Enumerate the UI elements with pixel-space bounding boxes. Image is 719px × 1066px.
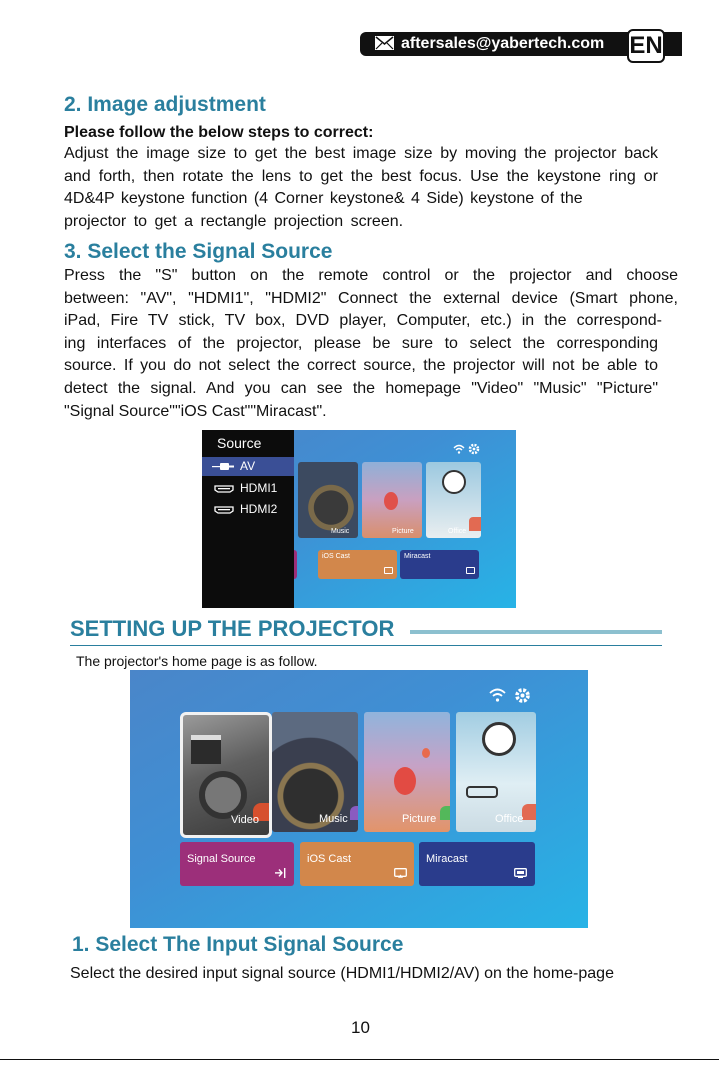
source-item-hdmi1[interactable] — [202, 479, 294, 498]
home-page-intro: The projector's home page is as follow. — [76, 653, 318, 669]
mail-icon — [375, 36, 394, 50]
signal-source-bar[interactable] — [180, 842, 294, 886]
heading-rule — [410, 630, 662, 634]
text-line: detect the signal. And you can see the homepage "Video" "Music" "Picture" — [64, 379, 658, 397]
home-page-screenshot — [130, 670, 588, 928]
screen-icon — [466, 567, 475, 574]
setting-up-heading: SETTING UP THE PROJECTOR — [70, 616, 395, 641]
text-line: ing interfaces of the projector, please be sure to select the corresponding — [64, 334, 658, 352]
input-signal-text: Select the desired input signal source (HDMI1/HDMI2/AV) on the home-page — [70, 965, 614, 982]
signal-source-heading: 3. Select the Signal Source — [64, 240, 333, 263]
footer-rule — [0, 1059, 719, 1060]
text-line: projector to get a rectangle projection screen. — [64, 212, 404, 230]
cast-icon — [394, 868, 407, 878]
tile-label: Music — [331, 528, 350, 535]
tile-label: Office — [495, 813, 524, 825]
ios-cast-bar[interactable] — [300, 842, 414, 886]
source-item-label: HDMI1 — [240, 481, 278, 495]
bar-label: Miracast — [404, 553, 431, 560]
tile-label: Office — [448, 528, 467, 535]
balloon-icon — [394, 767, 416, 795]
source-menu-title: Source — [217, 435, 262, 451]
steps-subheading: Please follow the below steps to correct: — [64, 124, 374, 141]
bar-label: iOS Cast — [307, 853, 352, 865]
music-tile[interactable] — [298, 462, 358, 538]
film-reel-icon — [199, 771, 247, 819]
gear-icon — [514, 687, 531, 704]
heading-underline — [70, 645, 662, 646]
image-adjustment-heading: 2. Image adjustment — [64, 93, 266, 116]
source-item-label: AV — [240, 459, 256, 473]
office-tile[interactable] — [456, 712, 536, 832]
page-number: 10 — [351, 1018, 370, 1037]
cast-icon — [384, 567, 393, 574]
bar-label: Signal Source — [187, 853, 256, 865]
miracast-bar[interactable] — [419, 842, 535, 886]
wifi-icon — [453, 444, 465, 454]
source-item-label: HDMI2 — [240, 502, 278, 516]
gear-icon — [468, 443, 480, 455]
office-tile[interactable] — [426, 462, 481, 538]
input-arrow-icon — [275, 868, 287, 878]
video-tile[interactable] — [180, 712, 272, 838]
bar-label: iOS Cast — [322, 553, 351, 560]
glasses-icon — [466, 786, 498, 798]
miracast-bar[interactable] — [400, 550, 479, 579]
picture-tile[interactable] — [364, 712, 450, 832]
image-adjustment-text — [64, 143, 658, 233]
source-item-av[interactable] — [202, 457, 294, 476]
tile-label: Music — [319, 813, 348, 825]
source-item-hdmi2[interactable] — [202, 500, 294, 519]
tile-label: Picture — [402, 813, 437, 825]
hdmi-port-icon — [214, 506, 234, 514]
support-email[interactable]: aftersales@yabertech.com — [401, 35, 605, 52]
hdmi-port-icon — [214, 485, 234, 493]
source-menu-screenshot — [202, 430, 516, 608]
text-line: Press the "S" button on the remote control or the projector and choose — [64, 267, 678, 284]
text-line: 4D&4P keystone function (4 Corner keystone& 4 Side) keystone of the — [64, 190, 583, 208]
clapper-icon — [191, 735, 221, 764]
text-line: "Signal Source""iOS Cast""Miracast". — [64, 402, 327, 420]
source-menu — [202, 430, 294, 608]
text-line: between: "AV", "HDMI1", "HDMI2" Connect the external device (Smart phone, — [64, 289, 678, 307]
wifi-icon — [489, 688, 506, 702]
text-line: Adjust the image size to get the best image size by moving the projector back — [64, 145, 658, 162]
tile-label: Picture — [392, 528, 414, 535]
language-badge: EN — [627, 29, 665, 63]
signal-source-text — [64, 265, 678, 423]
music-tile[interactable] — [272, 712, 358, 832]
text-line: source. If you do not select the correct source, the projector will not be able to — [64, 357, 658, 375]
av-plug-icon — [212, 463, 234, 470]
bar-label: Miracast — [426, 853, 468, 865]
screen-mirror-icon — [514, 868, 527, 878]
picture-tile[interactable] — [362, 462, 422, 538]
ios-cast-bar[interactable] — [318, 550, 397, 579]
lamp-icon — [482, 722, 516, 756]
text-line: and forth, then rotate the lens to get the best focus. Use the keystone ring or — [64, 167, 658, 185]
input-signal-heading: 1. Select The Input Signal Source — [72, 933, 404, 956]
text-line: iPad, Fire TV stick, TV box, DVD player, Computer, etc.) in the correspond- — [64, 312, 662, 330]
tile-label: Video — [231, 814, 259, 826]
